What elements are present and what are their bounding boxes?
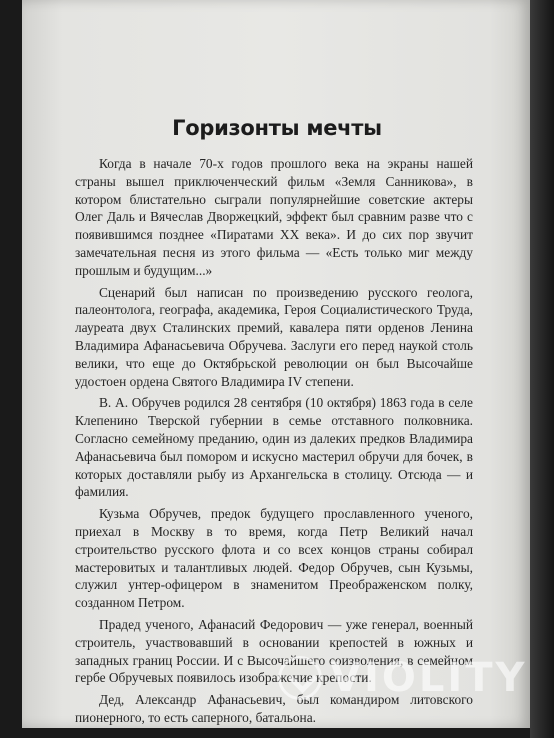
paragraph: Когда в начале 70-х годов прошлого века на экраны нашей страны вышел приключенческий фильм «Земля Санникова», в котором блистательно сыграли популярнейшие советские актеры Олег Даль и Вячеслав Дворжецкий, эффект был сравним разве что с появившимся позднее «Пиратами XX века». И до сих пор звучит замечательная песня из этого фильма — «Есть только миг между прошлым и будущим...» — [75, 156, 473, 278]
page-edge-shadow — [530, 0, 554, 738]
paragraph: Прадед ученого, Афанасий Федорович — уже генерал, военный строитель, участвовавший в основании крепостей в южных и западных границ России. И с Высочайшего соизволения, в семейном гербе Обручевых появилось изображение крепости. — [75, 616, 473, 686]
watermark-text: VIOLITY — [330, 655, 528, 701]
watermark — [278, 655, 527, 701]
paragraph: Кузьма Обручев, предок будущего прославленного ученого, приехал в Москву в то время, когда Петр Великий начал строительство русского флота и со всех концов страны собирал мастеровитых и талантливых людей. Федор Обручев, сын Кузьмы, служил унтер-офицером в знаменитом Преображенском полку, созданном Петром. — [75, 506, 473, 611]
chapter-title: Горизонты мечты — [172, 116, 382, 141]
paragraph: В. А. Обручев родился 28 сентября (10 октября) 1863 года в селе Клепенино Тверской губернии в семье отставного полковника. Согласно семейному преданию, один из далеких предков Владимира Афанасьевича был помором и искусно мастерил обручи для бочек, в которых доставляли рыбу из Архангельска в столицу. Отсюда — и фамилия. — [75, 395, 473, 500]
paragraph: Сценарий был написан по произведению русского геолога, палеонтолога, географа, академика, Героя Социалистического Труда, лауреата двух Сталинских премий, кавалера пяти орденов Ленина Владимира Афанасьевича Обручева. Заслуги его перед наукой столь велики, что еще до Октябрьской революции он был Высочайше удостоен ордена Святого Владимира IV степени. — [75, 284, 473, 389]
violity-logo-icon — [278, 656, 322, 700]
paragraph: Дед, Александр Афанасьевич, был командиром литовского пионерного, то есть саперного, батальона. — [75, 692, 473, 725]
body-text — [75, 155, 473, 731]
